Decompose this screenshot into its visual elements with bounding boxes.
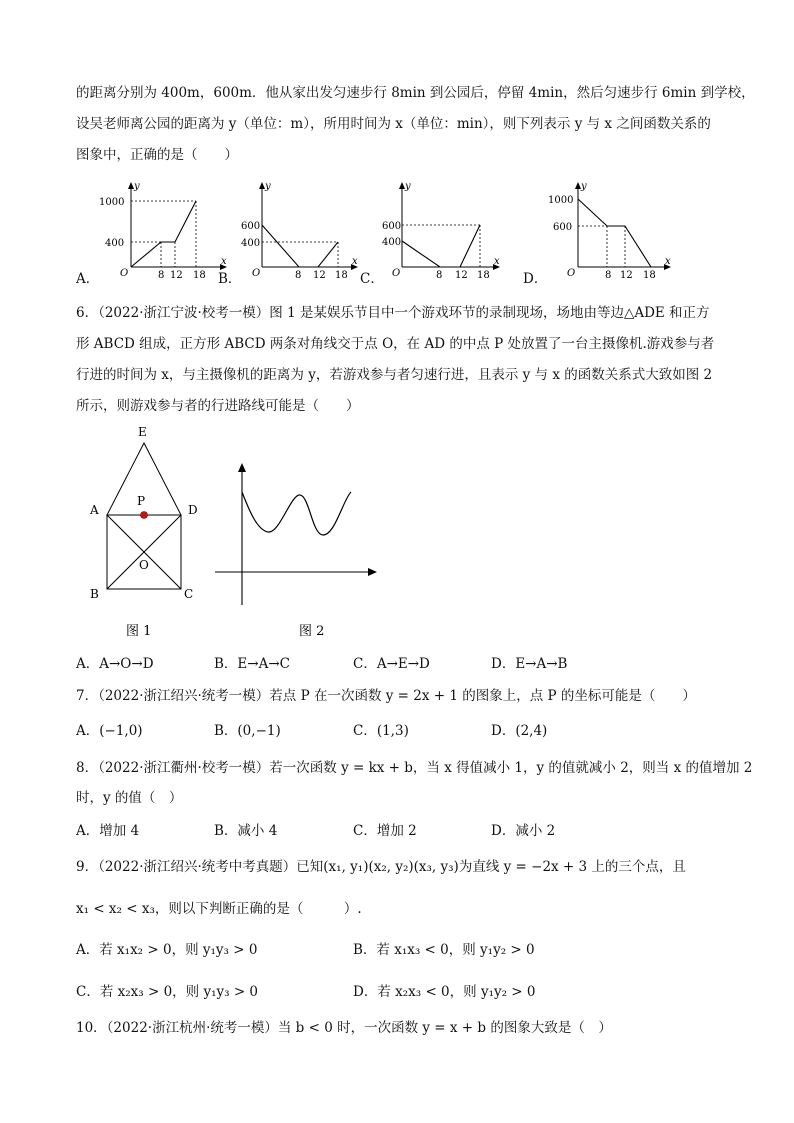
q5-a-xtick-2: 12: [170, 270, 183, 281]
q6-option-b: B．E→A→C: [214, 656, 290, 672]
q8-line-2: 时，y 的值（ ）: [76, 790, 183, 806]
q6-fig1-caption: 图 1: [126, 624, 152, 639]
q6-fig2-curve: [242, 492, 351, 535]
q5-d-origin: O: [567, 268, 576, 279]
q8-option-b: B．减小 4: [214, 823, 278, 839]
q5-d-ytick-1: 1000: [548, 195, 574, 206]
q5-b-xtick-3: 18: [335, 270, 348, 281]
q5-line-3: 图象中，正确的是（ ）: [76, 147, 238, 163]
q6-line-1: 6．（2022·浙江宁波·校考一模）图 1 是某娱乐节目中一个游戏环节的录制现场，场地由等边△ADE 和正方: [76, 305, 710, 321]
q7-line-1: 7．（2022·浙江绍兴·统考一模）若点 P 在一次函数 y = 2x + 1 的图象上，点 P 的坐标可能是（ ）: [76, 688, 696, 704]
q5-b-xtick-1: 8: [295, 270, 302, 281]
q6-fig2-caption: 图 2: [299, 624, 325, 639]
q9-option-b: B．若 x₁x₃ < 0，则 y₁y₂ > 0: [353, 942, 535, 958]
q9-line-2: x₁ < x₂ < x₃，则以下判断正确的是（ ）.: [76, 901, 362, 917]
q5-c-xtick-2: 12: [455, 270, 468, 281]
q5-option-a-label: A．: [76, 271, 100, 287]
q5-c-xtick-1: 8: [436, 270, 443, 281]
q6-fig1-label-a: A: [90, 503, 99, 517]
q6-fig1-label-p: P: [137, 494, 146, 508]
camera-point-p: [141, 512, 148, 519]
q5-a-ytick-1: 1000: [99, 197, 125, 208]
q6-option-c: C．A→E→D: [353, 656, 430, 672]
q5-graph-c: [380, 178, 510, 283]
q5-b-ytick-2: 400: [241, 238, 261, 249]
q6-option-a: A．A→O→D: [76, 656, 154, 672]
q5-c-y-axis: y: [405, 181, 411, 192]
q5-option-d-label: D．: [523, 271, 548, 287]
q5-d-y-axis: y: [581, 181, 587, 192]
q7-option-a: A．(−1,0): [76, 723, 143, 739]
q8-option-c: C．增加 2: [353, 823, 417, 839]
q7-option-c: C．(1,3): [353, 723, 409, 739]
q5-a-x-axis: x: [221, 256, 227, 267]
q6-line-4: 所示，则游戏参与者的行进路线可能是（ ）: [76, 398, 360, 414]
q5-a-xtick-3: 18: [193, 270, 206, 281]
q6-fig1-label-c: C: [184, 587, 194, 601]
q5-line-1: 的距离分别为 400m，600m．他从家出发匀速步行 8min 到公园后，停留 4min，然后匀速步行 6min 到学校，: [76, 85, 755, 101]
q5-c-x-axis: x: [494, 256, 500, 267]
q6-fig1-label-e: E: [138, 425, 147, 439]
q5-d-xtick-3: 18: [643, 270, 656, 281]
q8-line-1: 8．（2022·浙江衢州·校考一模）若一次函数 y = kx + b，当 x 得值减小 1，y 的值就减小 2，则当 x 的值增加 2: [76, 760, 753, 776]
q6-fig1-label-d: D: [188, 503, 198, 517]
q5-graph-a: [95, 178, 230, 283]
q5-a-y-axis: y: [134, 181, 140, 192]
q8-option-a: A．增加 4: [76, 823, 140, 839]
q5-b-x-axis: x: [352, 256, 358, 267]
q5-c-xtick-3: 18: [477, 270, 490, 281]
q10-line-1: 10．（2022·浙江杭州·统考一模）当 b < 0 时，一次函数 y = x + b 的图象大致是（ ）: [76, 1020, 612, 1036]
q5-b-xtick-2: 12: [313, 270, 326, 281]
q6-fig1-label-b: B: [90, 587, 99, 601]
q6-option-d: D．E→A→B: [491, 656, 568, 672]
q5-graph-d: [545, 178, 680, 283]
q9-option-c: C．若 x₂x₃ > 0，则 y₁y₃ > 0: [76, 984, 259, 1000]
q7-option-b: B．(0,−1): [214, 723, 281, 739]
q6-line-2: 形 ABCD 组成，正方形 ABCD 两条对角线交于点 O，在 AD 的中点 P 处放置了一台主摄像机.游戏参与者: [76, 336, 715, 352]
q6-fig1-label-o: O: [139, 558, 149, 572]
q8-option-d: D．减小 2: [491, 823, 556, 839]
q5-d-xtick-2: 12: [620, 270, 633, 281]
q5-d-x-axis: x: [665, 256, 671, 267]
q9-option-d: D．若 x₂x₃ < 0，则 y₁y₂ > 0: [353, 984, 536, 1000]
q5-c-ytick-1: 600: [382, 221, 402, 232]
q5-option-c-label: C．: [360, 271, 384, 287]
q5-graph-b: [238, 178, 368, 283]
q5-c-ytick-2: 400: [382, 237, 402, 248]
q7-option-d: D．(2,4): [491, 723, 548, 739]
q5-b-ytick-1: 600: [241, 221, 261, 232]
q9-line-1: 9．（2022·浙江绍兴·统考中考真题）已知(x₁, y₁)(x₂, y₂)(x₃, y₃)为直线 y = −2x + 3 上的三个点，且: [76, 859, 686, 875]
q6-figure-1: [80, 425, 220, 645]
q5-a-origin: O: [120, 268, 129, 279]
q6-figure-2: [205, 455, 390, 645]
q5-d-xtick-1: 8: [605, 270, 612, 281]
q5-a-ytick-2: 400: [105, 238, 125, 249]
q5-a-xtick-1: 8: [158, 270, 165, 281]
q5-d-ytick-2: 600: [553, 222, 573, 233]
q5-line-2: 设吴老师离公园的距离为 y（单位：m），所用时间为 x（单位：min），则下列表示 y 与 x 之间函数关系的: [76, 116, 711, 132]
q5-c-origin: O: [392, 268, 401, 279]
q9-option-a: A．若 x₁x₂ > 0，则 y₁y₃ > 0: [76, 942, 258, 958]
q5-b-origin: O: [252, 268, 261, 279]
q5-option-b-label: B．: [218, 271, 242, 287]
q5-b-y-axis: y: [265, 181, 271, 192]
q6-line-3: 行进的时间为 x，与主摄像机的距离为 y，若游戏参与者匀速行进，且表示 y 与 x 的函数关系式大致如图 2: [76, 367, 713, 383]
